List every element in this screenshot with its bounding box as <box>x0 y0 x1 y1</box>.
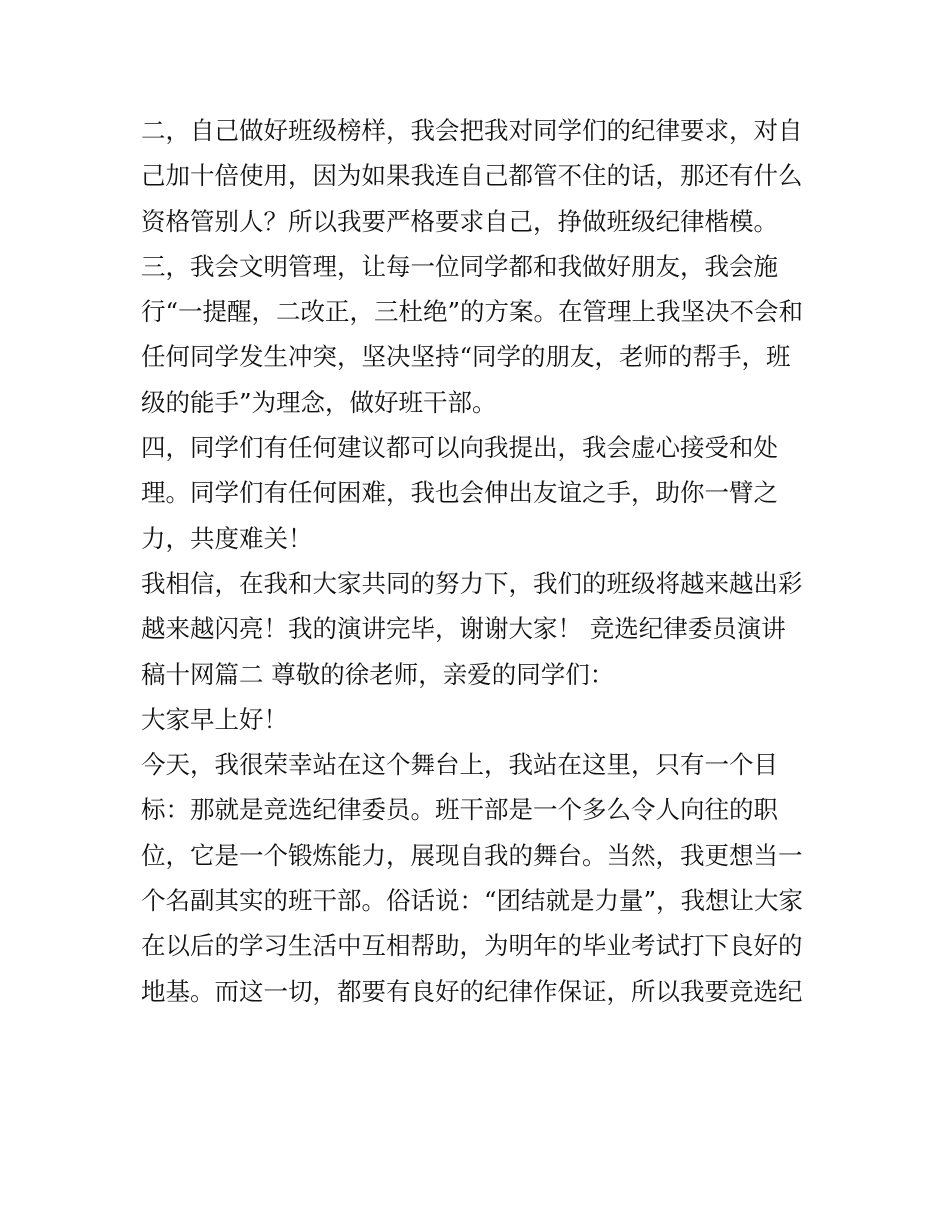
text-line: 己加十倍使用，因为如果我连自己都管不住的话，那还有什么 <box>141 161 803 191</box>
text-line: 理。同学们有任何困难，我也会伸出友谊之手，助你一臂之 <box>141 478 778 508</box>
text-line: 力，共度难关！ <box>141 523 313 553</box>
text-line: 标：那就是竞选纪律委员。班干部是一个多么令人向往的职 <box>141 795 778 825</box>
text-line: 三，我会文明管理，让每一位同学都和我做好朋友，我会施 <box>141 251 778 281</box>
text-line: 稿十网篇二 尊敬的徐老师，亲爱的同学们： <box>141 659 615 689</box>
text-line: 今天，我很荣幸站在这个舞台上，我站在这里，只有一个目 <box>141 750 778 780</box>
body-text <box>141 108 821 1014</box>
text-line: 行“一提醒，二改正，三杜绝”的方案。在管理上我坚决不会和 <box>141 297 804 327</box>
text-line: 资格管别人？所以我要严格要求自己，挣做班级纪律楷模。 <box>141 206 778 236</box>
text-line: 二，自己做好班级榜样，我会把我对同学们的纪律要求，对自 <box>141 116 803 145</box>
text-line: 四，同学们有任何建议都可以向我提出，我会虚心接受和处 <box>141 433 778 463</box>
text-line: 大家早上好！ <box>141 704 288 734</box>
text-line: 级的能手”为理念，做好班干部。 <box>141 387 497 417</box>
text-line: 越来越闪亮！我的演讲完毕，谢谢大家！ 竞选纪律委员演讲 <box>141 614 786 644</box>
text-line: 任何同学发生冲突，坚决坚持“同学的朋友，老师的帮手，班 <box>141 342 791 372</box>
text-line: 个名副其实的班干部。俗话说：“团结就是力量”，我想让大家 <box>141 886 804 916</box>
text-line: 我相信，在我和大家共同的努力下，我们的班级将越来越出彩 <box>141 568 803 598</box>
text-line: 在以后的学习生活中互相帮助，为明年的毕业考试打下良好的 <box>141 931 803 961</box>
text-line: 地基。而这一切，都要有良好的纪律作保证，所以我要竞选纪 <box>141 976 803 1006</box>
text-line: 位，它是一个锻炼能力，展现自我的舞台。当然，我更想当一 <box>141 840 803 870</box>
